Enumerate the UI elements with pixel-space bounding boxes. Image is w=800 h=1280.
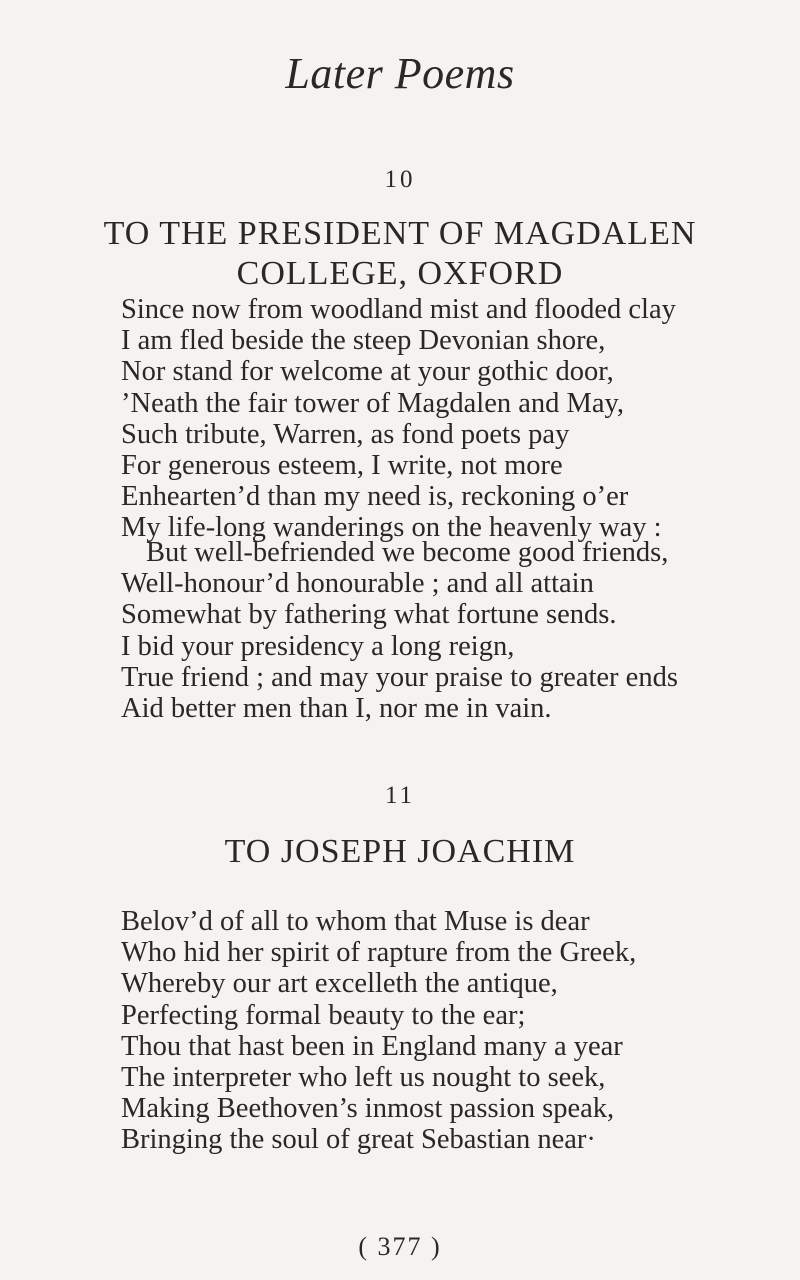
verse-line: Belov’d of all to whom that Muse is dear — [121, 906, 590, 937]
verse-line: Aid better men than I, nor me in vain. — [121, 693, 552, 725]
poem-number: 11 — [384, 782, 416, 809]
verse-line: Bringing the soul of great Sebastian near· — [121, 1124, 596, 1156]
verse-line: Well-honour’d honourable ; and all attain — [121, 568, 594, 600]
verse-line: Somewhat by fathering what fortune sends. — [121, 599, 617, 631]
verse-line: Making Beethoven’s inmost passion speak, — [121, 1093, 615, 1125]
verse-line: I bid your presidency a long reign, — [121, 630, 515, 662]
poem-title-line: TO THE PRESIDENT OF MAGDALEN — [103, 215, 697, 252]
poem-number: 10 — [384, 166, 416, 193]
verse-line: For generous esteem, I write, not more — [121, 450, 563, 482]
verse-line: Enhearten’d than my need is, reckoning o’er — [121, 481, 629, 513]
stanza — [121, 537, 681, 724]
verse-line: Thou that hast been in England many a year — [121, 1030, 623, 1062]
poem-title-line: TO JOSEPH JOACHIM — [224, 833, 576, 870]
verse-line: Perfecting formal beauty to the ear; — [121, 999, 526, 1031]
verse-line: Who hid her spirit of rapture from the Greek, — [121, 937, 637, 969]
stanza — [121, 906, 681, 1156]
verse-line: True friend ; and may your praise to greater ends — [121, 661, 678, 693]
verse-line: But well-befriended we become good friends, — [146, 537, 669, 568]
verse-line: I am fled beside the steep Devonian shore, — [121, 325, 606, 357]
stanza — [121, 294, 681, 544]
verse-line: ’Neath the fair tower of Magdalen and May, — [121, 387, 625, 419]
running-head: Later Poems — [285, 49, 515, 98]
verse-line: Since now from woodland mist and flooded clay — [121, 294, 676, 325]
poem-title-line: COLLEGE, OXFORD — [236, 255, 564, 292]
verse-line: Whereby our art excelleth the antique, — [121, 968, 558, 1000]
verse-line: Such tribute, Warren, as fond poets pay — [121, 418, 570, 450]
verse-line: My life-long wanderings on the heavenly way : — [121, 512, 662, 544]
verse-line: The interpreter who left us nought to seek, — [121, 1062, 606, 1094]
page-number: ( 377 ) — [358, 1232, 442, 1261]
poem-title — [60, 214, 740, 294]
poem-title — [60, 832, 740, 872]
verse-line: Nor stand for welcome at your gothic door, — [121, 356, 614, 388]
